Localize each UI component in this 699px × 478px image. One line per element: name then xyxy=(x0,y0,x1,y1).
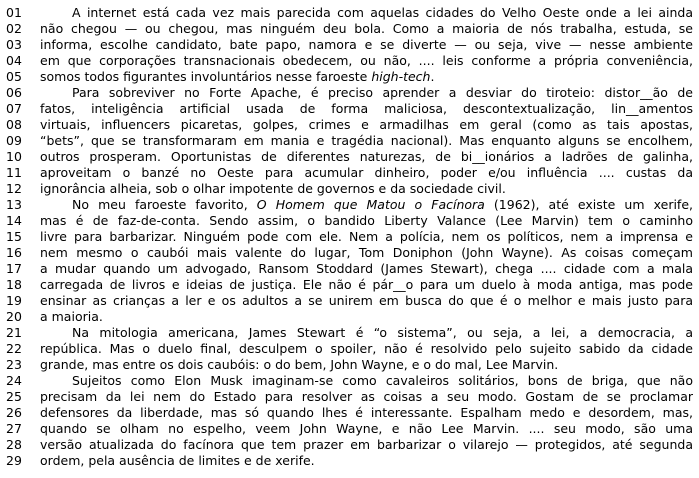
text-segment: aproveitam o banzé no Oeste para acumular dinheiro, poder e/ou influência .... custas da xyxy=(40,165,693,180)
text-line xyxy=(0,53,699,69)
line-number: 01 xyxy=(6,5,22,20)
text-segment: não chegou — ou chegou, mas ninguém deu bola. Como a maioria de nós trabalha, estuda, se xyxy=(40,21,693,36)
text-line xyxy=(0,181,699,197)
text-segment: a mudar quando um advogado, Ransom Stoddard (James Stewart), chega .... cidade com a mala xyxy=(40,261,693,276)
text-line xyxy=(0,21,699,37)
text-line xyxy=(0,325,699,341)
line-number: 05 xyxy=(6,69,22,84)
text-segment: ordem, pela ausência de limites e de xerife. xyxy=(40,453,315,468)
line-text xyxy=(40,453,693,469)
line-text xyxy=(40,181,693,197)
line-text xyxy=(40,37,693,53)
line-number: 09 xyxy=(6,133,22,148)
line-number: 17 xyxy=(6,261,22,276)
line-text xyxy=(40,325,693,341)
text-segment: . xyxy=(430,69,435,84)
text-line xyxy=(0,213,699,229)
text-segment: ensinar as crianças a ler e os adultos a se unirem em busca do que é o melhor e mais justo para xyxy=(40,293,693,308)
line-text xyxy=(40,165,693,181)
text-segment: em que corporações transnacionais obedecem, ou não, .... leis conforme a própria conveniência, xyxy=(40,53,693,68)
line-number: 19 xyxy=(6,293,22,308)
text-line xyxy=(0,229,699,245)
line-text xyxy=(40,53,693,69)
line-number: 24 xyxy=(6,373,22,388)
text-segment: grande, mas entre os dois caubóis: o do bem, John Wayne, e o do mal, Lee Marvin. xyxy=(40,357,559,372)
line-text xyxy=(40,437,693,453)
line-number: 22 xyxy=(6,341,22,356)
text-line xyxy=(0,357,699,373)
line-text xyxy=(40,341,693,357)
line-text xyxy=(40,21,693,37)
line-number: 15 xyxy=(6,229,22,244)
line-number: 20 xyxy=(6,309,22,324)
text-line xyxy=(0,309,699,325)
text-line xyxy=(0,245,699,261)
line-text xyxy=(40,101,693,117)
text-line xyxy=(0,437,699,453)
italic-title-text: O Homem que Matou o Facínora xyxy=(256,197,485,212)
line-text xyxy=(40,133,693,149)
text-line xyxy=(0,405,699,421)
text-segment: (1962), até existe um xerife, xyxy=(484,197,693,212)
text-line xyxy=(0,261,699,277)
text-line xyxy=(0,293,699,309)
line-number: 16 xyxy=(6,245,22,260)
text-segment: quando se olham no espelho, veem John Wayne, e não Lee Marvin. .... seu modo, são uma xyxy=(40,421,693,436)
text-line xyxy=(0,85,699,101)
text-segment: livre para barbarizar. Ninguém pode com ele. Nem a polícia, nem os políticos, nem a imprensa e xyxy=(40,229,693,244)
text-line xyxy=(0,5,699,21)
line-number: 18 xyxy=(6,277,22,292)
line-number: 10 xyxy=(6,149,22,164)
line-number: 04 xyxy=(6,53,22,68)
text-line xyxy=(0,117,699,133)
line-number: 28 xyxy=(6,437,22,452)
text-line xyxy=(0,373,699,389)
line-text xyxy=(40,309,693,325)
text-segment: A internet está cada vez mais parecida com aquelas cidades do Velho Oeste onde a lei ainda xyxy=(72,5,693,20)
line-text xyxy=(40,373,693,389)
text-segment: outros prosperam. Oportunistas de diferentes naturezas, de bi__ionários a ladrões de galinha, xyxy=(40,149,693,164)
line-text xyxy=(40,357,693,373)
text-segment: somos todos figurantes involuntários nesse faroeste xyxy=(40,69,372,84)
text-line xyxy=(0,277,699,293)
line-text xyxy=(40,213,693,229)
line-number: 08 xyxy=(6,117,22,132)
line-text xyxy=(40,85,693,101)
text-line xyxy=(0,149,699,165)
line-number: 06 xyxy=(6,85,22,100)
text-segment: defensores da liberdade, mas só quando lhes é interessante. Espalham medo e desordem, mas, xyxy=(40,405,693,420)
text-segment: nem mesmo o caubói mais valente do lugar, Tom Doniphon (John Wayne). As coisas começam xyxy=(40,245,693,260)
text-line xyxy=(0,165,699,181)
line-text xyxy=(40,405,693,421)
line-number: 07 xyxy=(6,101,22,116)
line-text xyxy=(40,245,693,261)
text-segment: “bets”, que se transformaram em mania e tragédia nacional). Mas enquanto alguns se encolhem, xyxy=(40,133,693,148)
line-number: 12 xyxy=(6,181,22,196)
text-segment: informa, escolhe candidato, bate papo, namora e se diverte — ou seja, vive — nesse ambiente xyxy=(40,37,693,52)
text-segment: fatos, inteligência artificial usada de forma maliciosa, descontextualização, lin__amentos xyxy=(40,101,693,116)
text-segment: virtuais, influencers picaretas, golpes, crimes e armadilhas em geral (como as tais apostas, xyxy=(40,117,693,132)
line-number: 02 xyxy=(6,21,22,36)
text-line xyxy=(0,453,699,469)
line-number: 11 xyxy=(6,165,22,180)
line-number: 27 xyxy=(6,421,22,436)
line-text xyxy=(40,69,693,85)
line-text xyxy=(40,117,693,133)
text-segment: precisam da lei nem do Estado para resolver as coisas a seu modo. Gostam de se proclamar xyxy=(40,389,693,404)
line-number: 29 xyxy=(6,453,22,468)
line-text xyxy=(40,293,693,309)
text-line xyxy=(0,389,699,405)
line-number: 23 xyxy=(6,357,22,372)
line-text xyxy=(40,421,693,437)
line-text xyxy=(40,261,693,277)
text-segment: Para sobreviver no Forte Apache, é preciso aprender a desviar do tiroteio: distor__ão de xyxy=(72,85,693,100)
line-text xyxy=(40,389,693,405)
text-line xyxy=(0,341,699,357)
text-segment: No meu faroeste favorito, xyxy=(72,197,257,212)
text-line xyxy=(0,197,699,213)
text-segment: carregada de livros e ideias de justiça. Ele não é pár__o para um duelo à moda antiga, mas pode xyxy=(40,277,693,292)
line-text xyxy=(40,5,693,21)
line-number: 03 xyxy=(6,37,22,52)
text-line xyxy=(0,133,699,149)
text-segment: Na mitologia americana, James Stewart é “o sistema”, ou seja, a lei, a democracia, a xyxy=(72,325,693,340)
line-text xyxy=(40,149,693,165)
text-segment: ignorância alheia, sob o olhar impotente de governos e da sociedade civil. xyxy=(40,181,506,196)
text-segment: mas é de faz-de-conta. Sendo assim, o bandido Liberty Valance (Lee Marvin) tem o caminho xyxy=(40,213,693,228)
text-line xyxy=(0,101,699,117)
line-number: 13 xyxy=(6,197,22,212)
italic-title-text: high-tech xyxy=(371,69,431,84)
line-number: 14 xyxy=(6,213,22,228)
line-number: 25 xyxy=(6,389,22,404)
line-text xyxy=(40,229,693,245)
text-line xyxy=(0,69,699,85)
text-segment: versão atualizada do facínora que tem prazer em barbarizar o vilarejo — protegidos, até segunda xyxy=(40,437,693,452)
text-segment: a maioria. xyxy=(40,309,103,324)
line-text xyxy=(40,277,693,293)
line-text xyxy=(40,197,693,213)
line-number: 21 xyxy=(6,325,22,340)
text-line xyxy=(0,421,699,437)
text-segment: república. Mas o duelo final, desculpem o spoiler, não é resolvido pelo sujeito sabido da cidade xyxy=(40,341,693,356)
text-line xyxy=(0,37,699,53)
text-segment: Sujeitos como Elon Musk imaginam-se como cavaleiros solitários, bons de briga, que não xyxy=(72,373,693,388)
line-number: 26 xyxy=(6,405,22,420)
